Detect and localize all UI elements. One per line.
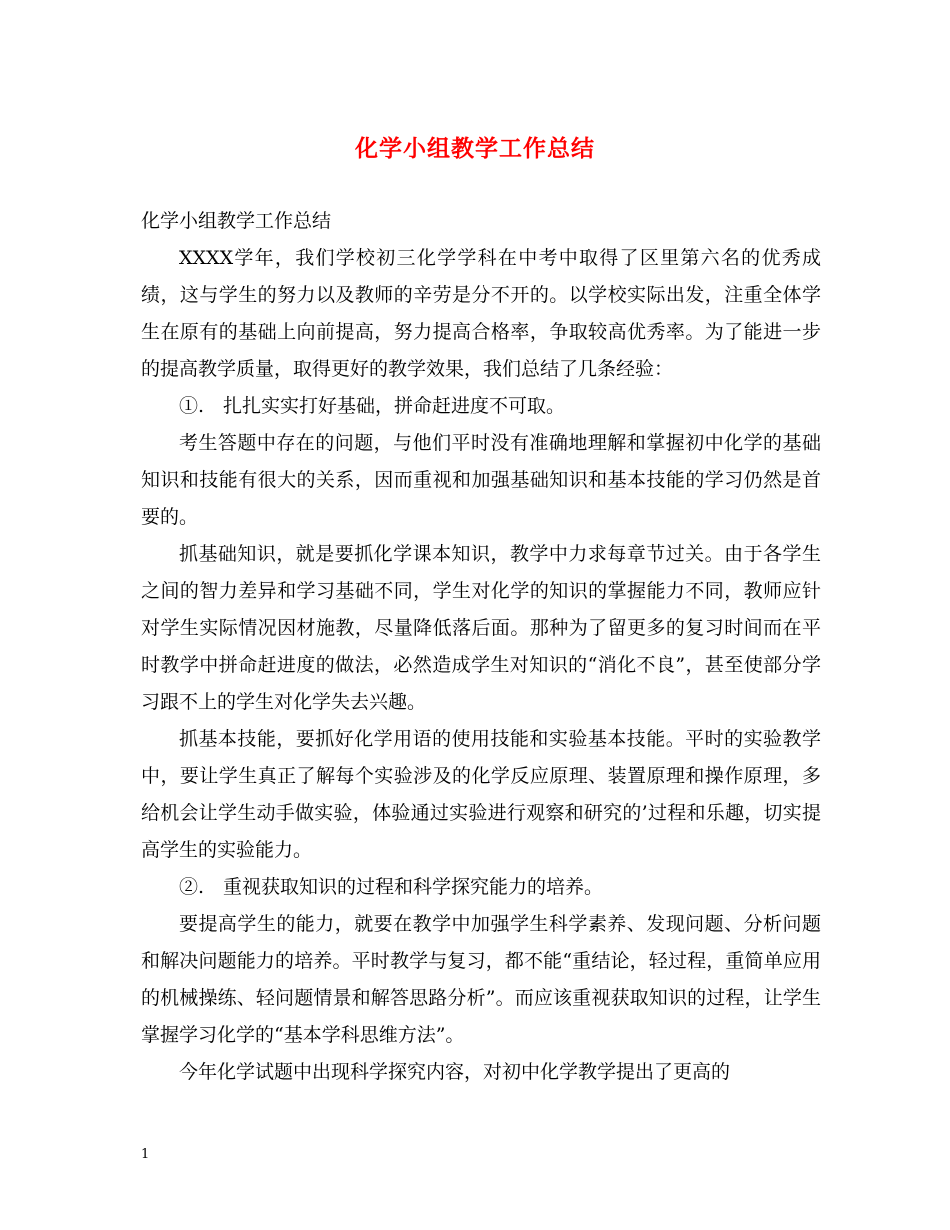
section-heading-1: ①. 扎扎实实打好基础，拼命赶进度不可取。 bbox=[179, 395, 566, 417]
section-heading-2: ②. 重视获取知识的过程和科学探究能力的培养。 bbox=[179, 876, 604, 898]
paragraph: 今年化学试题中出现科学探究内容，对初中化学教学提出了更高的 bbox=[179, 1061, 731, 1083]
paragraph: 要提高学生的能力，就要在教学中加强学生科学素养、发现问题、分析问题和解决问题能力的培养。平时教学与复习，都不能“重结论，轻过程，重简单应用的机械操练、轻问题情景和解答思路分析”。而应该重视获取知识的过程，让学生掌握学习化学的“基本学科思维方法”。 bbox=[141, 913, 821, 1046]
document-title: 化学小组教学工作总结 bbox=[355, 135, 595, 162]
paragraph: XXXX学年，我们学校初三化学学科在中考中取得了区里第六名的优秀成绩，这与学生的努力以及教师的辛劳是分不开的。以学校实际出发，注重全体学生在原有的基础上向前提高，努力提高合格率，争取较高优秀率。为了能进一步的提高教学质量，取得更好的教学效果，我们总结了几条经验： bbox=[141, 247, 821, 380]
paragraph: 抓基础知识，就是要抓化学课本知识，教学中力求每章节过关。由于各学生之间的智力差异和学习基础不同，学生对化学的知识的掌握能力不同，教师应针对学生实际情况因材施教，尽量降低落后面。那种为了留更多的复习时间而在平时教学中拼命赶进度的做法，必然造成学生对知识的“消化不良”，甚至使部分学习跟不上的学生对化学失去兴趣。 bbox=[141, 543, 821, 713]
page-number: 1 bbox=[141, 1147, 150, 1162]
document-body bbox=[141, 203, 821, 1091]
paragraph: 抓基本技能，要抓好化学用语的使用技能和实验基本技能。平时的实验教学中，要让学生真正了解每个实验涉及的化学反应原理、装置原理和操作原理，多给机会让学生动手做实验，体验通过实验进行观察和研究的’过程和乐趣，切实提高学生的实验能力。 bbox=[141, 728, 821, 861]
paragraph-heading: 化学小组教学工作总结 bbox=[141, 210, 332, 232]
paragraph: 考生答题中存在的问题，与他们平时没有准确地理解和掌握初中化学的基础知识和技能有很大的关系，因而重视和加强基础知识和基本技能的学习仍然是首要的。 bbox=[141, 432, 821, 528]
